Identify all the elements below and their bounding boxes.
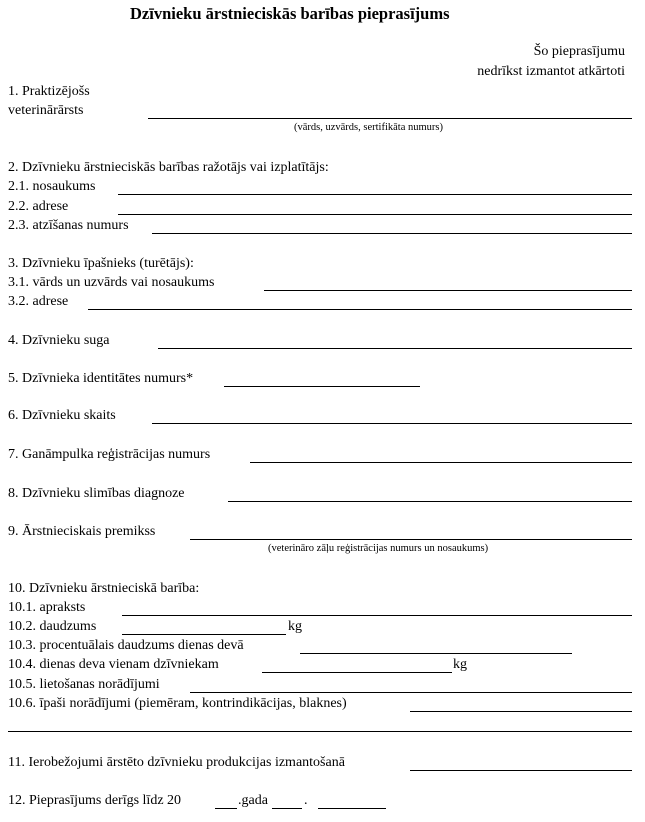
valid-year-field[interactable] [215,808,237,809]
section-3-1-label: 3.1. vārds un uzvārds vai nosaukums [8,275,215,290]
form-title: Dzīvnieku ārstnieciskās barības pieprasījums [130,4,450,23]
veterinarian-field[interactable] [148,118,632,119]
section-8-label: 8. Dzīvnieku slimības diagnoze [8,486,185,501]
section-2-2-label: 2.2. adrese [8,199,69,214]
section-10-5-label: 10.5. lietošanas norādījumi [8,677,160,692]
valid-month-field[interactable] [272,808,302,809]
section-3-heading: 3. Dzīvnieku īpašnieks (turētājs): [8,256,194,271]
section-10-heading: 10. Dzīvnieku ārstnieciskā barība: [8,581,200,596]
section-10-4-label: 10.4. dienas deva vienam dzīvniekam [8,657,219,672]
animal-count-field[interactable] [152,423,632,424]
section-10-1-label: 10.1. apraksts [8,600,86,615]
notice-line-1: Šo pieprasījumu [533,44,625,59]
section-1-label-line-2: veterinārārsts [8,103,84,118]
section-12-dot: . [304,793,308,808]
premix-field[interactable] [190,539,632,540]
section-2-3-label: 2.3. atzīšanas numurs [8,218,129,233]
section-1-label-line-1: 1. Praktizējošs [8,84,90,99]
valid-day-field[interactable] [318,808,386,809]
feed-description-field[interactable] [122,615,632,616]
section-9-label: 9. Ārstnieciskais premikss [8,524,156,539]
section-5-label: 5. Dzīvnieka identitātes numurs* [8,371,194,386]
section-3-2-label: 3.2. adrese [8,294,69,309]
producer-address-field[interactable] [118,214,632,215]
owner-name-field[interactable] [264,290,632,291]
species-field[interactable] [158,348,632,349]
special-instructions-extra-line[interactable] [8,731,632,732]
notice-line-2: nedrīkst izmantot atkārtoti [477,64,625,79]
product-restrictions-field[interactable] [410,770,632,771]
diagnosis-field[interactable] [228,501,632,502]
animal-id-field[interactable] [224,386,420,387]
section-6-label: 6. Dzīvnieku skaits [8,408,116,423]
special-instructions-field[interactable] [410,711,632,712]
usage-instructions-field[interactable] [190,692,632,693]
daily-ration-percentage-field[interactable] [300,653,572,654]
section-12-year-suffix: .gada [238,793,268,808]
approval-number-field[interactable] [152,233,632,234]
veterinarian-caption: (vārds, uzvārds, sertifikāta numurs) [294,122,443,133]
owner-address-field[interactable] [88,309,632,310]
section-12-prefix: 12. Pieprasījums derīgs līdz 20 [8,793,182,808]
premix-caption: (veterināro zāļu reģistrācijas numurs un nosaukums) [268,543,489,554]
producer-name-field[interactable] [118,194,632,195]
section-10-3-label: 10.3. procentuālais daudzums dienas devā [8,638,244,653]
section-10-6-label: 10.6. īpaši norādījumi (piemēram, kontrindikācijas, blaknes) [8,696,347,711]
daily-dose-per-animal-field[interactable] [262,672,452,673]
feed-quantity-field[interactable] [122,634,286,635]
section-11-label: 11. Ierobežojumi ārstēto dzīvnieku produkcijas izmantošanā [8,755,345,770]
daily-dose-unit: kg [453,657,467,672]
section-4-label: 4. Dzīvnieku suga [8,333,110,348]
feed-quantity-unit: kg [288,619,302,634]
section-7-label: 7. Ganāmpulka reģistrācijas numurs [8,447,211,462]
herd-registration-field[interactable] [250,462,632,463]
section-2-1-label: 2.1. nosaukums [8,179,96,194]
section-2-heading: 2. Dzīvnieku ārstnieciskās barības ražotājs vai izplatītājs: [8,160,329,175]
section-10-2-label: 10.2. daudzums [8,619,97,634]
